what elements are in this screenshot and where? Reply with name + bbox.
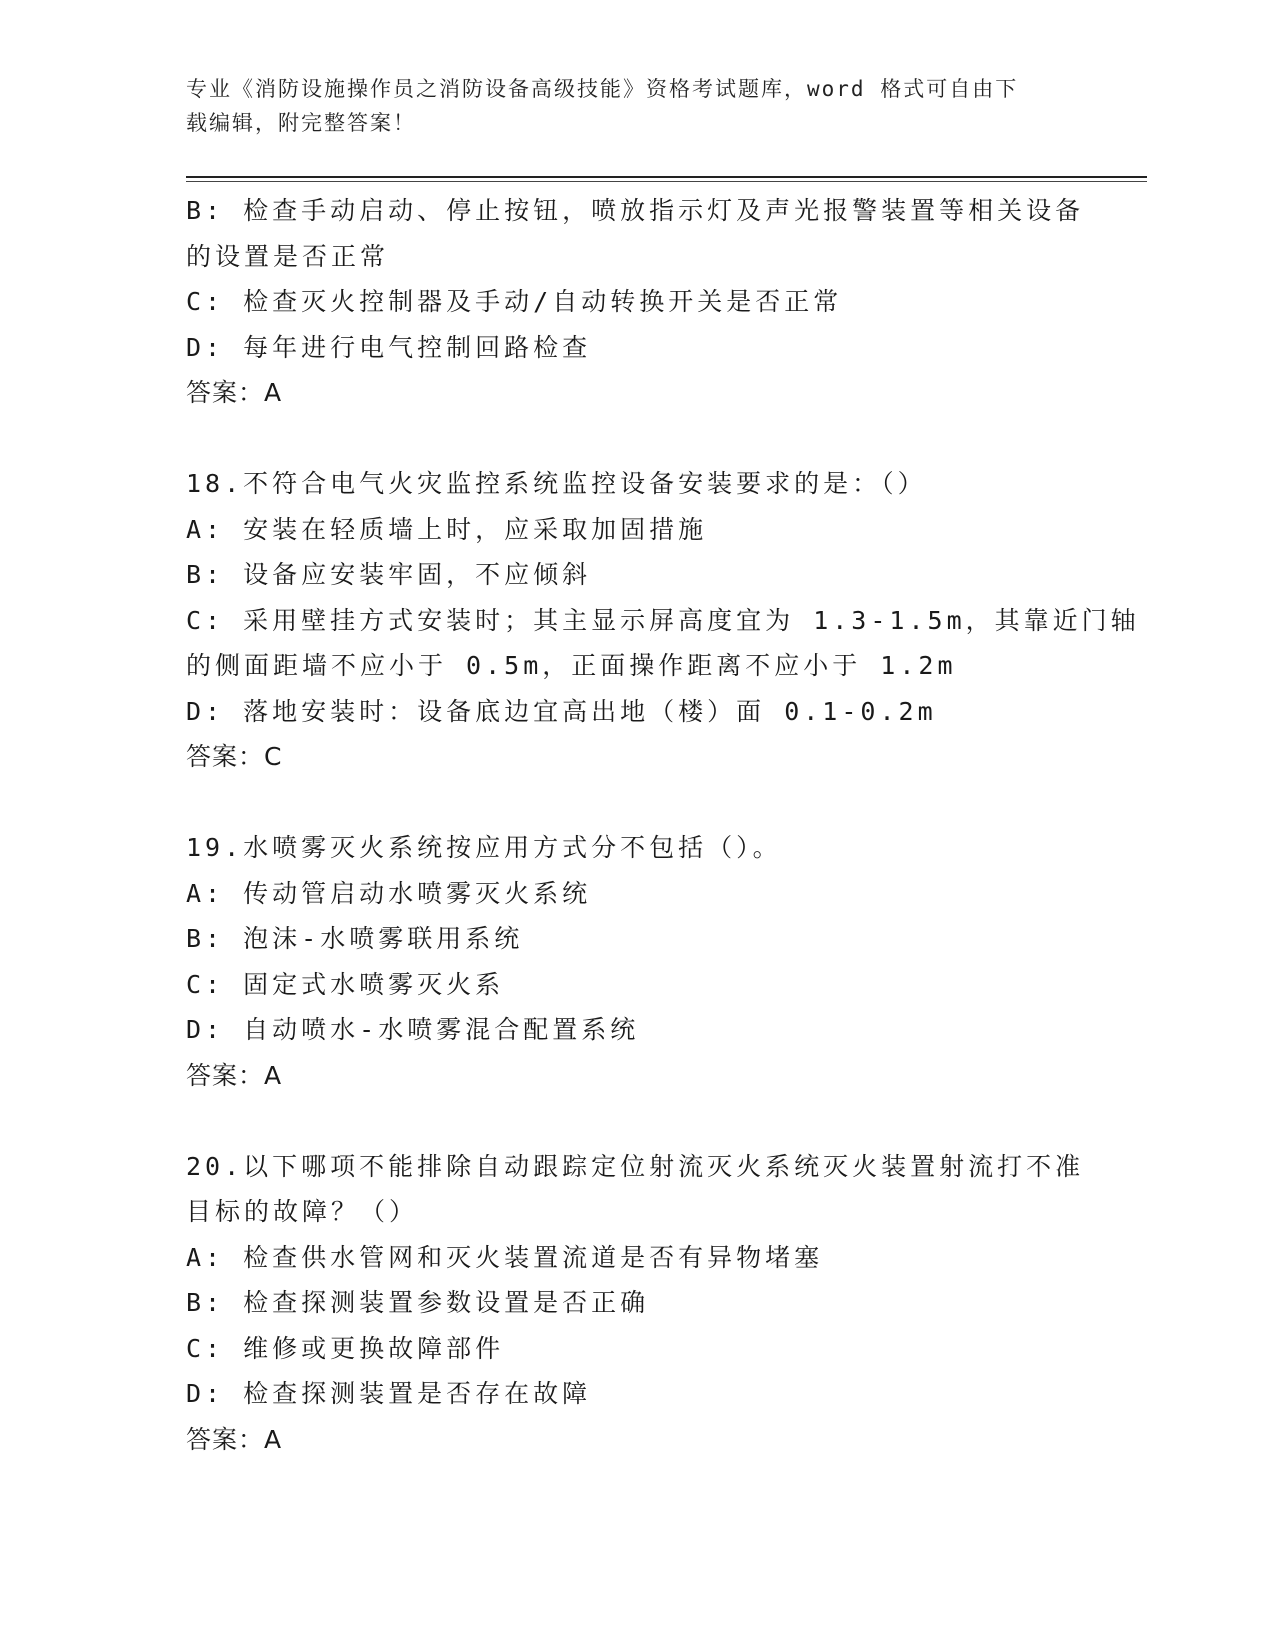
option-b-continued: 的设置是否正常 [186,241,390,271]
question-stem: 18.不符合电气火灾监控系统监控设备安装要求的是：（） [186,469,927,498]
question-stem-continued: 目标的故障？（） [186,1197,419,1226]
question-stem: 20.以下哪项不能排除自动跟踪定位射流灭火系统灭火装置射流打不准 [186,1151,1085,1181]
option-c: C: 采用壁挂方式安装时；其主显示屏高度宜为 1.3-1.5m，其靠近门轴 [186,605,1140,635]
option-b: B: 设备应安装牢固，不应倾斜 [186,560,592,589]
option-d: D: 落地安装时：设备底边宜高出地（楼）面 0.1-0.2m [186,696,937,726]
question-19 [186,825,1086,1098]
answer: 答案：A [186,1060,283,1090]
question-18 [186,461,1140,780]
option-b: B: 检查探测装置参数设置是否正确 [186,1288,650,1317]
answer: 答案：A [186,378,283,407]
header-divider-thin [186,181,1147,182]
option-a: A: 传动管启动水喷雾灭火系统 [186,878,592,908]
option-d: D: 检查探测装置是否存在故障 [186,1379,592,1408]
answer: 答案：A [186,1424,283,1454]
option-c: C: 检查灭火控制器及手动/自动转换开关是否正常 [186,287,843,316]
document-header [186,72,1066,140]
question-20 [186,1144,1086,1463]
question-list [186,188,1140,1462]
option-a: A: 安装在轻质墙上时，应采取加固措施 [186,514,708,544]
option-d: D: 自动喷水-水喷雾混合配置系统 [186,1015,640,1044]
option-b: B: 泡沫-水喷雾联用系统 [186,924,524,953]
question-17-continued [186,188,1086,416]
option-c: C: 维修或更换故障部件 [186,1333,505,1363]
option-d: D: 每年进行电气控制回路检查 [186,332,592,362]
option-a: A: 检查供水管网和灭火装置流道是否有异物堵塞 [186,1242,824,1272]
spacer [186,780,1086,826]
header-line-1: 专业《消防设施操作员之消防设备高级技能》资格考试题库，word 格式可自由下 [186,77,1019,101]
option-c: C: 固定式水喷雾灭火系 [186,969,505,999]
spacer [186,1098,1086,1144]
spacer [186,416,1086,462]
question-stem: 19.水喷雾灭火系统按应用方式分不包括（）。 [186,833,782,862]
header-divider-thick [186,176,1147,178]
option-c-continued: 的侧面距墙不应小于 0.5m，正面操作距离不应小于 1.2m [186,651,957,680]
header-line-2: 载编辑，附完整答案！ [186,111,416,135]
answer: 答案：C [186,742,283,771]
option-b: B: 检查手动启动、停止按钮，喷放指示灯及声光报警装置等相关设备 [186,196,1085,225]
